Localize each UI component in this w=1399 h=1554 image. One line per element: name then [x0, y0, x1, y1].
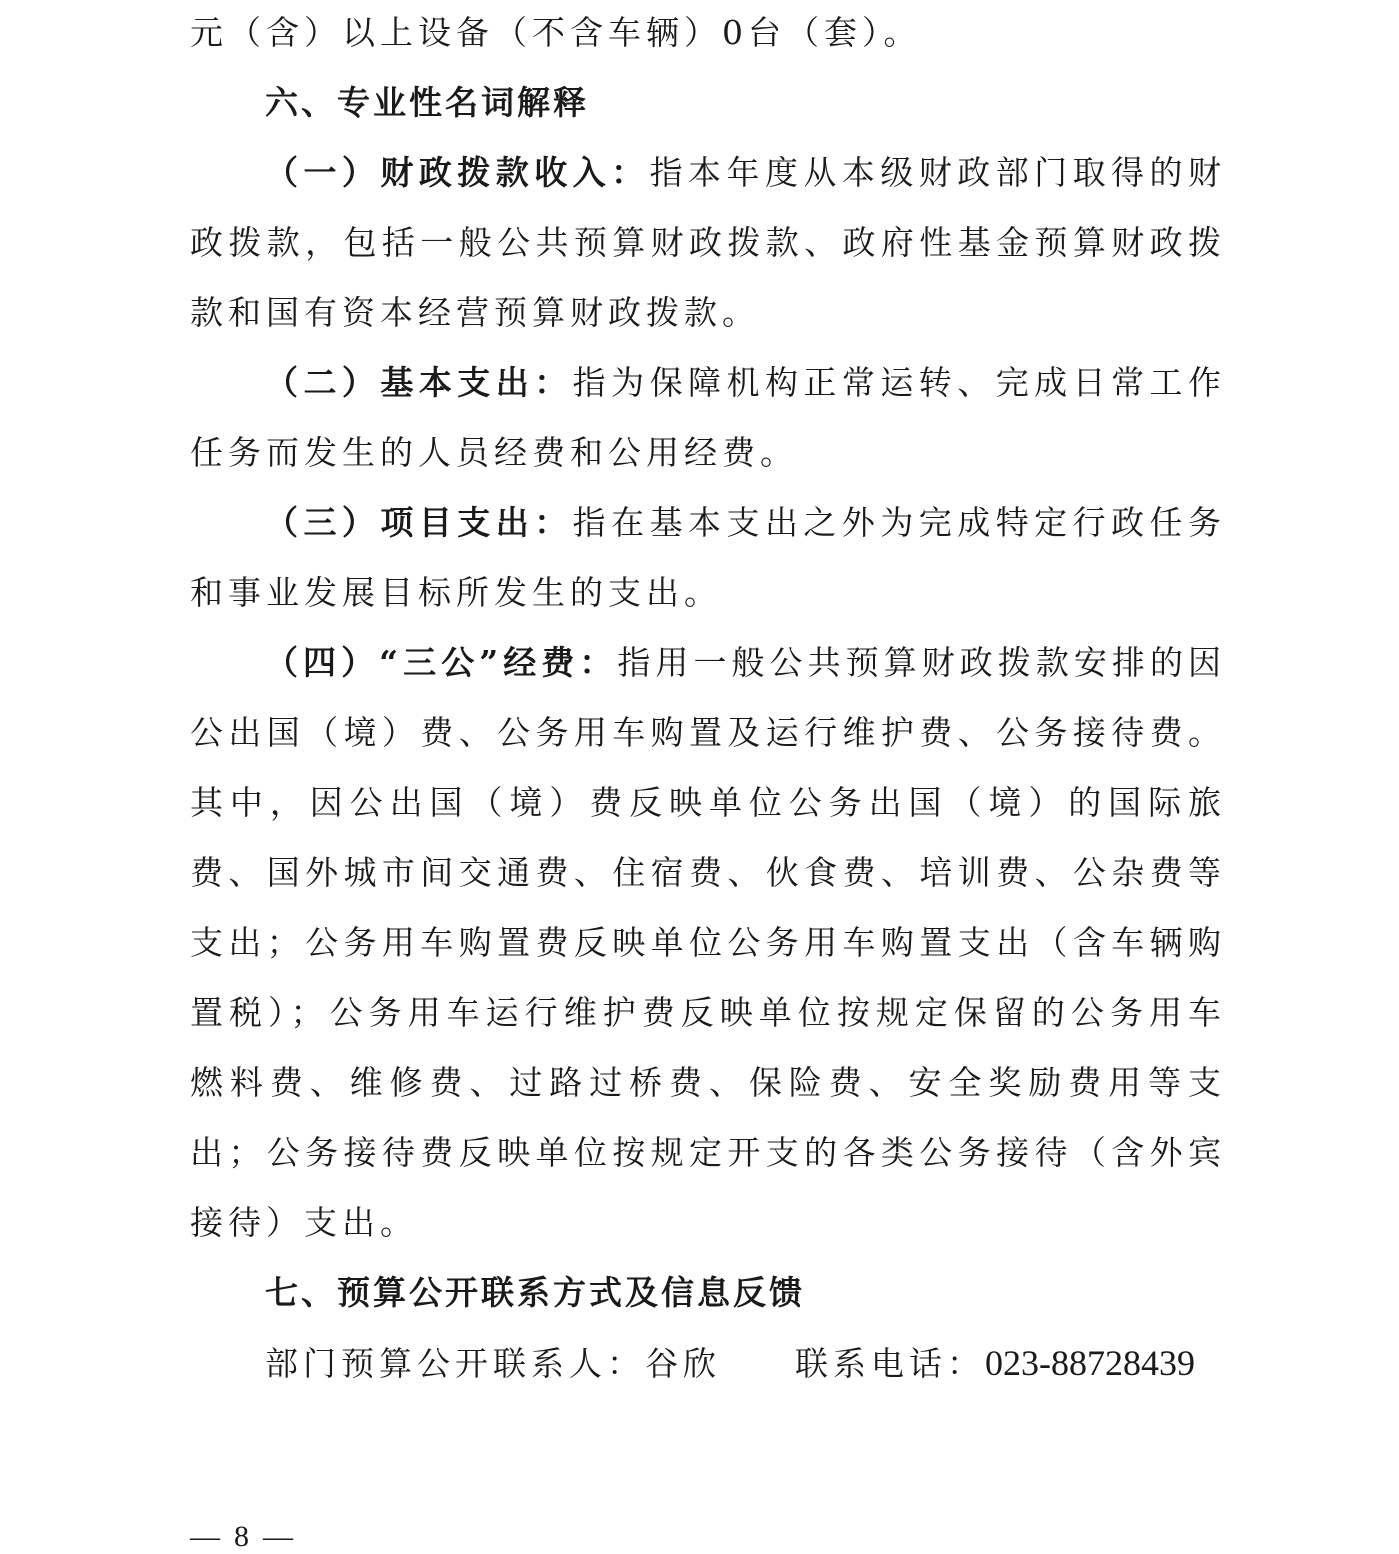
- page-number: 8: [234, 1520, 249, 1553]
- term-paragraph-1: [190, 138, 1226, 348]
- term-definition: 指用一般公共预算财政拨款安排的因公出国（境）费、公务用车购置及运行维护费、公务接待费。其中，因公出国（境）费反映单位公务出国（境）的国际旅费、国外城市间交通费、住宿费、伙食费、培训费、公杂费等支出；公务用车购置费反映单位公务用车购置支出（含车辆购置税）；公务用车运行维护费反映单位按规定保留的公务用车燃料费、维修费、过路过桥费、保险费、安全奖励费用等支出；公务接待费反映单位按规定开支的各类公务接待（含外宾接待）支出。: [190, 643, 1227, 1242]
- term-title: （三）项目支出：: [265, 503, 573, 542]
- term-title: （一）财政拨款收入：: [265, 153, 650, 192]
- term-paragraph-4: [190, 628, 1226, 1258]
- footer-dash-left: —: [190, 1520, 220, 1553]
- phone-number: 023-88728439: [985, 1343, 1195, 1383]
- term-paragraph-3: [190, 488, 1226, 628]
- term-paragraph-2: [190, 348, 1226, 488]
- contact-line: [190, 1328, 1226, 1399]
- term-title: （四）“三公”经费：: [265, 643, 618, 682]
- term-title: （二）基本支出：: [265, 363, 573, 402]
- section-heading-terms: 六、专业性名词解释: [265, 83, 589, 122]
- term-definition: 指为保障机构正常运转、完成日常工作任务而发生的人员经费和公用经费。: [190, 363, 1227, 472]
- carry-over-paragraph: 元（含）以上设备（不含车辆）0台（套）。: [190, 13, 922, 52]
- term-definition: 指在基本支出之外为完成特定行政任务和事业发展目标所发生的支出。: [190, 503, 1227, 612]
- section-heading-contact: 七、预算公开联系方式及信息反馈: [265, 1273, 805, 1312]
- phone-label: 联系电话：: [795, 1344, 985, 1383]
- contact-person: 部门预算公开联系人：谷欣: [265, 1344, 721, 1383]
- footer-dash-right: —: [263, 1520, 293, 1553]
- page-footer: [190, 1520, 293, 1554]
- document-page: [190, 0, 1226, 1399]
- term-definition: 指本年度从本级财政部门取得的财政拨款，包括一般公共预算财政拨款、政府性基金预算财政拨款和国有资本经营预算财政拨款。: [190, 153, 1227, 332]
